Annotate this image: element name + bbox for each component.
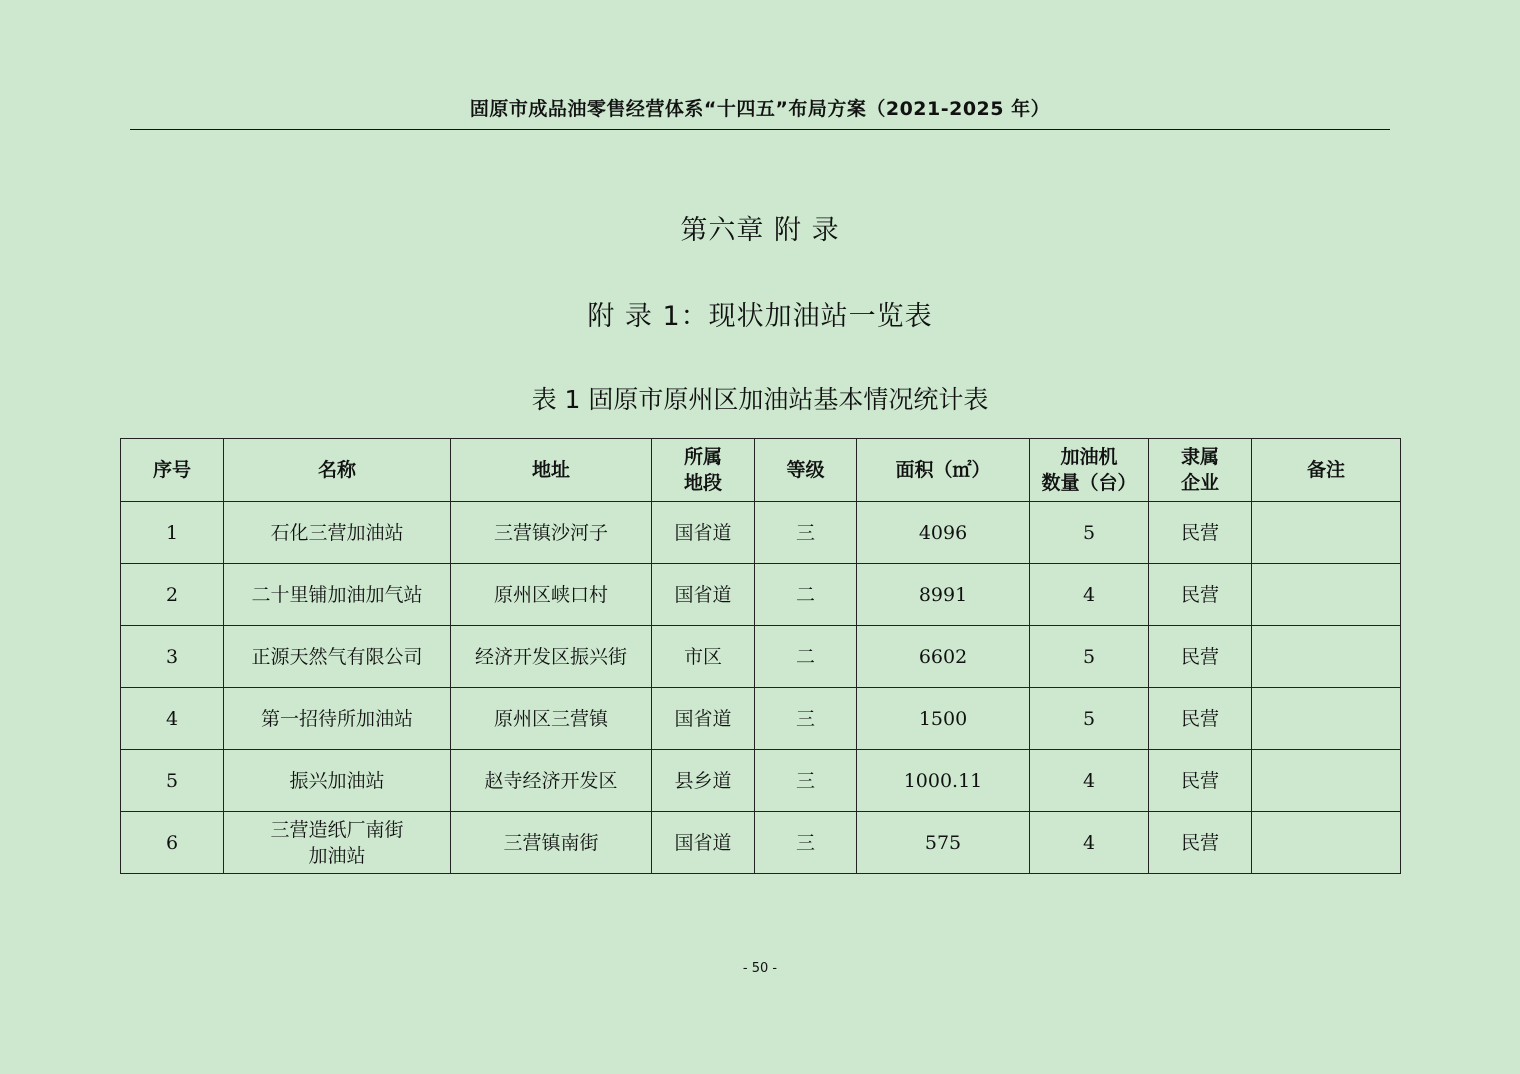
cell-section: 国省道 [652, 564, 755, 626]
cell-name: 三营造纸厂南街 加油站 [224, 812, 451, 874]
table-row [121, 502, 1401, 564]
cell-area: 1000.11 [857, 750, 1030, 812]
table-caption: 表 1 固原市原州区加油站基本情况统计表 [531, 385, 989, 414]
cell-ownership: 民营 [1149, 750, 1252, 812]
cell-area: 575 [857, 812, 1030, 874]
cell-dispensers: 4 [1030, 750, 1149, 812]
column-header-section [652, 439, 755, 502]
column-header-grade [755, 439, 857, 502]
cell-name: 第一招待所加油站 [224, 688, 451, 750]
column-header-label: 所属 地段 [683, 446, 722, 494]
column-header-label: 序号 [152, 459, 191, 481]
cell-area: 1500 [857, 688, 1030, 750]
column-header-name [224, 439, 451, 502]
column-header-ownership [1149, 439, 1252, 502]
cell-address: 经济开发区振兴街 [451, 626, 652, 688]
cell-grade: 三 [755, 502, 857, 564]
cell-grade: 三 [755, 750, 857, 812]
cell-no: 5 [121, 750, 224, 812]
cell-name: 振兴加油站 [224, 750, 451, 812]
cell-ownership: 民营 [1149, 626, 1252, 688]
table-row [121, 688, 1401, 750]
cell-remarks [1252, 564, 1401, 626]
column-header-no [121, 439, 224, 502]
cell-remarks [1252, 626, 1401, 688]
cell-dispensers: 5 [1030, 688, 1149, 750]
column-header-label: 等级 [786, 459, 825, 481]
cell-section: 国省道 [652, 502, 755, 564]
document-header-title: 固原市成品油零售经营体系“十四五”布局方案（2021-2025 年） [469, 98, 1051, 120]
cell-no: 3 [121, 626, 224, 688]
cell-remarks [1252, 502, 1401, 564]
cell-ownership: 民营 [1149, 502, 1252, 564]
cell-dispensers: 5 [1030, 502, 1149, 564]
cell-dispensers: 4 [1030, 812, 1149, 874]
column-header-label: 加油机 数量（台） [1041, 446, 1137, 494]
cell-address: 赵寺经济开发区 [451, 750, 652, 812]
cell-address: 三营镇沙河子 [451, 502, 652, 564]
column-header-label: 备注 [1306, 459, 1345, 481]
cell-grade: 二 [755, 626, 857, 688]
cell-section: 县乡道 [652, 750, 755, 812]
cell-dispensers: 4 [1030, 564, 1149, 626]
gas-station-table [120, 438, 1401, 874]
cell-section: 国省道 [652, 812, 755, 874]
column-header-area [857, 439, 1030, 502]
appendix-title: 附 录 1：现状加油站一览表 [587, 301, 933, 332]
cell-dispensers: 5 [1030, 626, 1149, 688]
cell-no: 6 [121, 812, 224, 874]
column-header-address [451, 439, 652, 502]
cell-section: 国省道 [652, 688, 755, 750]
cell-remarks [1252, 750, 1401, 812]
cell-address: 原州区三营镇 [451, 688, 652, 750]
table-row [121, 750, 1401, 812]
cell-grade: 二 [755, 564, 857, 626]
header-divider [130, 129, 1390, 130]
cell-remarks [1252, 688, 1401, 750]
column-header-remarks [1252, 439, 1401, 502]
column-header-label: 地址 [531, 459, 570, 481]
cell-name: 正源天然气有限公司 [224, 626, 451, 688]
cell-ownership: 民营 [1149, 688, 1252, 750]
cell-grade: 三 [755, 688, 857, 750]
cell-remarks [1252, 812, 1401, 874]
cell-no: 1 [121, 502, 224, 564]
page-number: - 50 - [742, 961, 778, 976]
chapter-title: 第六章 附 录 [680, 215, 840, 246]
cell-section: 市区 [652, 626, 755, 688]
cell-area: 6602 [857, 626, 1030, 688]
cell-ownership: 民营 [1149, 812, 1252, 874]
table-row [121, 812, 1401, 874]
cell-name: 石化三营加油站 [224, 502, 451, 564]
cell-area: 8991 [857, 564, 1030, 626]
cell-address: 三营镇南街 [451, 812, 652, 874]
column-header-label: 面积（㎡） [895, 459, 991, 481]
cell-grade: 三 [755, 812, 857, 874]
table-header-row [121, 439, 1401, 502]
column-header-label: 名称 [317, 459, 356, 481]
table-row [121, 626, 1401, 688]
cell-address: 原州区峡口村 [451, 564, 652, 626]
table-row [121, 564, 1401, 626]
cell-name: 二十里铺加油加气站 [224, 564, 451, 626]
column-header-label: 隶属 企业 [1180, 446, 1219, 494]
cell-no: 4 [121, 688, 224, 750]
cell-no: 2 [121, 564, 224, 626]
cell-area: 4096 [857, 502, 1030, 564]
column-header-dispensers [1030, 439, 1149, 502]
cell-ownership: 民营 [1149, 564, 1252, 626]
